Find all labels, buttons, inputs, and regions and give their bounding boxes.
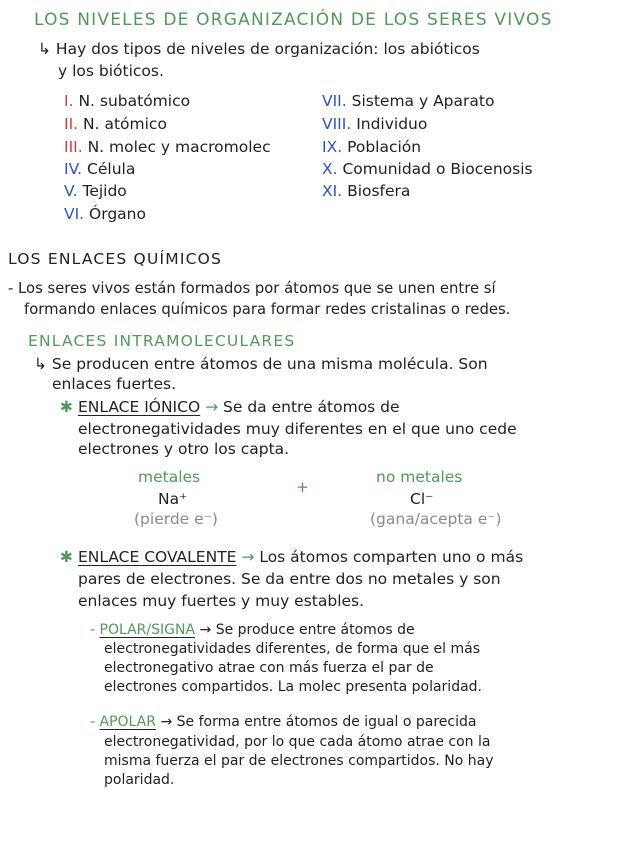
polar-title: POLAR/SIGNA [99, 622, 196, 638]
section-title-intramoleculares: ENLACES INTRAMOLECULARES [28, 332, 296, 350]
level-number: X. [322, 160, 338, 178]
page-title: LOS NIVELES DE ORGANIZACIÓN DE LOS SERES VIVOS [34, 10, 553, 30]
level-item [64, 182, 127, 200]
polar-text-2: electronegatividades diferentes, de forma que el más [104, 641, 480, 657]
covalente-text-1: Los átomos comparten uno o más [259, 548, 524, 566]
apolar-text-4: polaridad. [104, 772, 175, 788]
asterisk-icon: ✱ [60, 398, 73, 416]
level-label: N. molec y macromolec [87, 138, 271, 156]
apolar-text-1: Se forma entre átomos de igual o parecida [176, 714, 477, 730]
polar-text-3: electronegativo atrae con más fuerza el par de [104, 660, 434, 676]
section-title-enlaces: LOS ENLACES QUÍMICOS [8, 250, 223, 268]
dash-icon: - [90, 714, 96, 730]
level-number: II. [64, 115, 79, 133]
level-item [64, 92, 190, 110]
polar-text-1: Se produce entre átomos de [215, 622, 415, 638]
level-item [322, 138, 421, 156]
nometales-label: no metales [376, 468, 463, 486]
metales-label: metales [138, 468, 201, 486]
level-number: VII. [322, 92, 347, 110]
level-label: Biosfera [347, 182, 411, 200]
arrow-right-icon: → [199, 622, 212, 638]
level-number: VI. [64, 205, 85, 223]
dash-icon: - [90, 622, 96, 638]
level-label: Comunidad o Biocenosis [342, 160, 533, 178]
ionico-text-1: Se da entre átomos de [223, 398, 400, 416]
level-number: III. [64, 138, 83, 156]
metales-note: (pierde e⁻) [134, 510, 218, 528]
level-item [322, 115, 427, 133]
level-item [322, 182, 410, 200]
level-item [322, 92, 494, 110]
apolar-title: APOLAR [99, 714, 156, 730]
arrow-right-icon: → [205, 398, 219, 416]
level-item [64, 138, 271, 156]
level-label: Individuo [356, 115, 428, 133]
level-number: VIII. [322, 115, 352, 133]
intra-line-2: enlaces fuertes. [52, 375, 177, 393]
level-number: V. [64, 182, 78, 200]
apolar-heading [90, 714, 476, 730]
covalente-text-2: pares de electrones. Se da entre dos no metales y son [78, 570, 501, 588]
nometales-note: (gana/acepta e⁻) [370, 510, 502, 528]
level-label: Tejido [82, 182, 127, 200]
level-label: N. subatómico [78, 92, 191, 110]
plus-sign: + [296, 478, 309, 496]
covalente-heading [60, 548, 523, 566]
intro-line-1: ↳ Hay dos tipos de niveles de organización: los abióticos [38, 40, 480, 58]
asterisk-icon: ✱ [60, 548, 73, 566]
ionico-heading [60, 398, 400, 416]
level-number: IV. [64, 160, 83, 178]
enlaces-line-2: formando enlaces químicos para formar redes cristalinas o redes. [24, 301, 511, 318]
level-item [64, 115, 167, 133]
metales-formula: Na⁺ [158, 490, 188, 508]
level-label: Órgano [89, 205, 146, 223]
covalente-title: ENLACE COVALENTE [77, 548, 237, 566]
level-label: Población [347, 138, 422, 156]
ionico-text-3: electrones y otro los capta. [78, 440, 290, 458]
level-label: Sistema y Aparato [351, 92, 495, 110]
nometales-formula: Cl⁻ [410, 490, 434, 508]
covalente-text-3: enlaces muy fuertes y muy estables. [78, 592, 365, 610]
ionico-title: ENLACE IÓNICO [77, 398, 201, 416]
intra-line-1: ↳ Se producen entre átomos de una misma molécula. Son [34, 355, 488, 373]
level-number: XI. [322, 182, 343, 200]
level-item [64, 160, 135, 178]
level-number: IX. [322, 138, 343, 156]
level-label: Célula [87, 160, 136, 178]
enlaces-line-1: - Los seres vivos están formados por átomos que se unen entre sí [8, 280, 496, 297]
level-item [322, 160, 533, 178]
apolar-text-2: electronegatividad, por lo que cada átomo atrae con la [104, 734, 491, 750]
level-number: I. [64, 92, 74, 110]
arrow-right-icon: → [160, 714, 173, 730]
level-item [64, 205, 146, 223]
arrow-right-icon: → [241, 548, 255, 566]
ionico-text-2: electronegatividades muy diferentes en el que uno cede [78, 420, 517, 438]
polar-heading [90, 622, 415, 638]
apolar-text-3: misma fuerza el par de electrones compartidos. No hay [104, 753, 494, 769]
level-label: N. atómico [83, 115, 167, 133]
intro-line-2: y los bióticos. [58, 62, 164, 80]
polar-text-4: electrones compartidos. La molec presenta polaridad. [104, 679, 482, 695]
